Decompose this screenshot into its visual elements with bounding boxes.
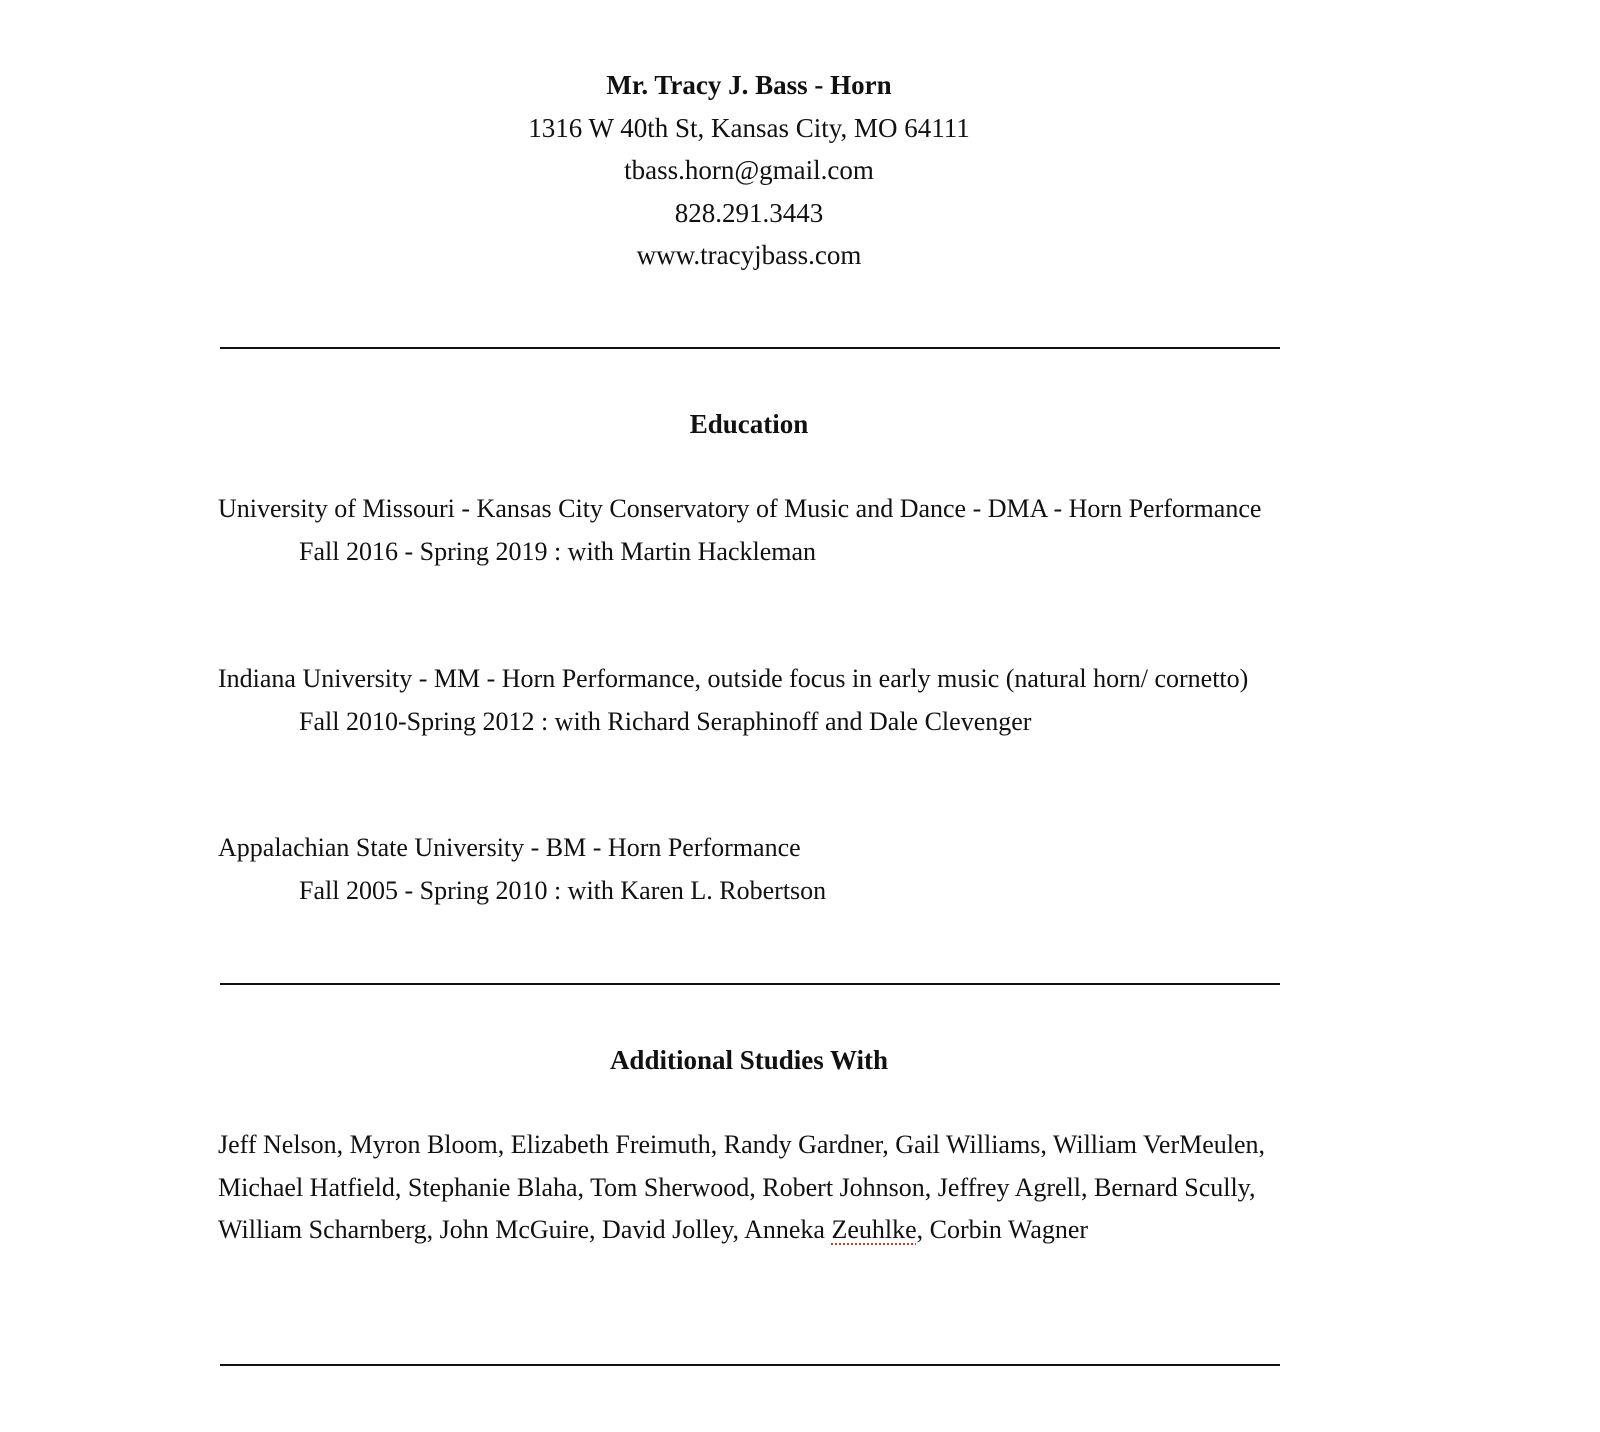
phone: 828.291.3443 [674,197,824,228]
education-entry [218,488,1280,573]
additional-studies-text [218,1124,1280,1252]
degree-detail: Fall 2016 - Spring 2019 : with Martin Hackleman [299,536,817,566]
section-title-education: Education [689,409,809,439]
education-entry [218,658,1280,743]
degree-line: Appalachian State University - BM - Horn Performance [218,833,801,862]
degree-detail: Fall 2005 - Spring 2010 : with Karen L. Robertson [299,875,827,905]
degree-line: Indiana University - MM - Horn Performance, outside focus in early music (natural horn/ cornetto) [218,664,1249,693]
website: www.tracyjbass.com [636,240,862,270]
studies-text-after: , Corbin Wagner [916,1215,1089,1244]
studies-text-before: Jeff Nelson, Myron Bloom, Elizabeth Freimuth, Randy Gardner, Gail Williams, William VerMeulen, Michael Hatfield, Stephanie Blaha, Tom Sherwood, Robert Johnson, Jeffrey Agrell, Bernard Scully, William Scharnberg, John McGuire, David Jolley, Anneka [218,1130,1266,1244]
name-title: Mr. Tracy J. Bass - Horn [606,70,892,100]
divider [220,347,1280,349]
email: tbass.horn@gmail.com [624,155,874,185]
address: 1316 W 40th St, Kansas City, MO 64111 [528,112,970,143]
divider [220,1364,1280,1366]
degree-detail: Fall 2010-Spring 2012 : with Richard Seraphinoff and Dale Clevenger [299,706,1032,736]
spellcheck-flagged-word[interactable]: Zeuhlke [831,1215,917,1244]
contact-header [218,64,1280,277]
section-title-additional-studies: Additional Studies With [609,1045,889,1075]
divider [220,983,1280,985]
degree-line: University of Missouri - Kansas City Conservatory of Music and Dance - DMA - Horn Performance [218,494,1262,523]
education-entry [218,827,1280,912]
